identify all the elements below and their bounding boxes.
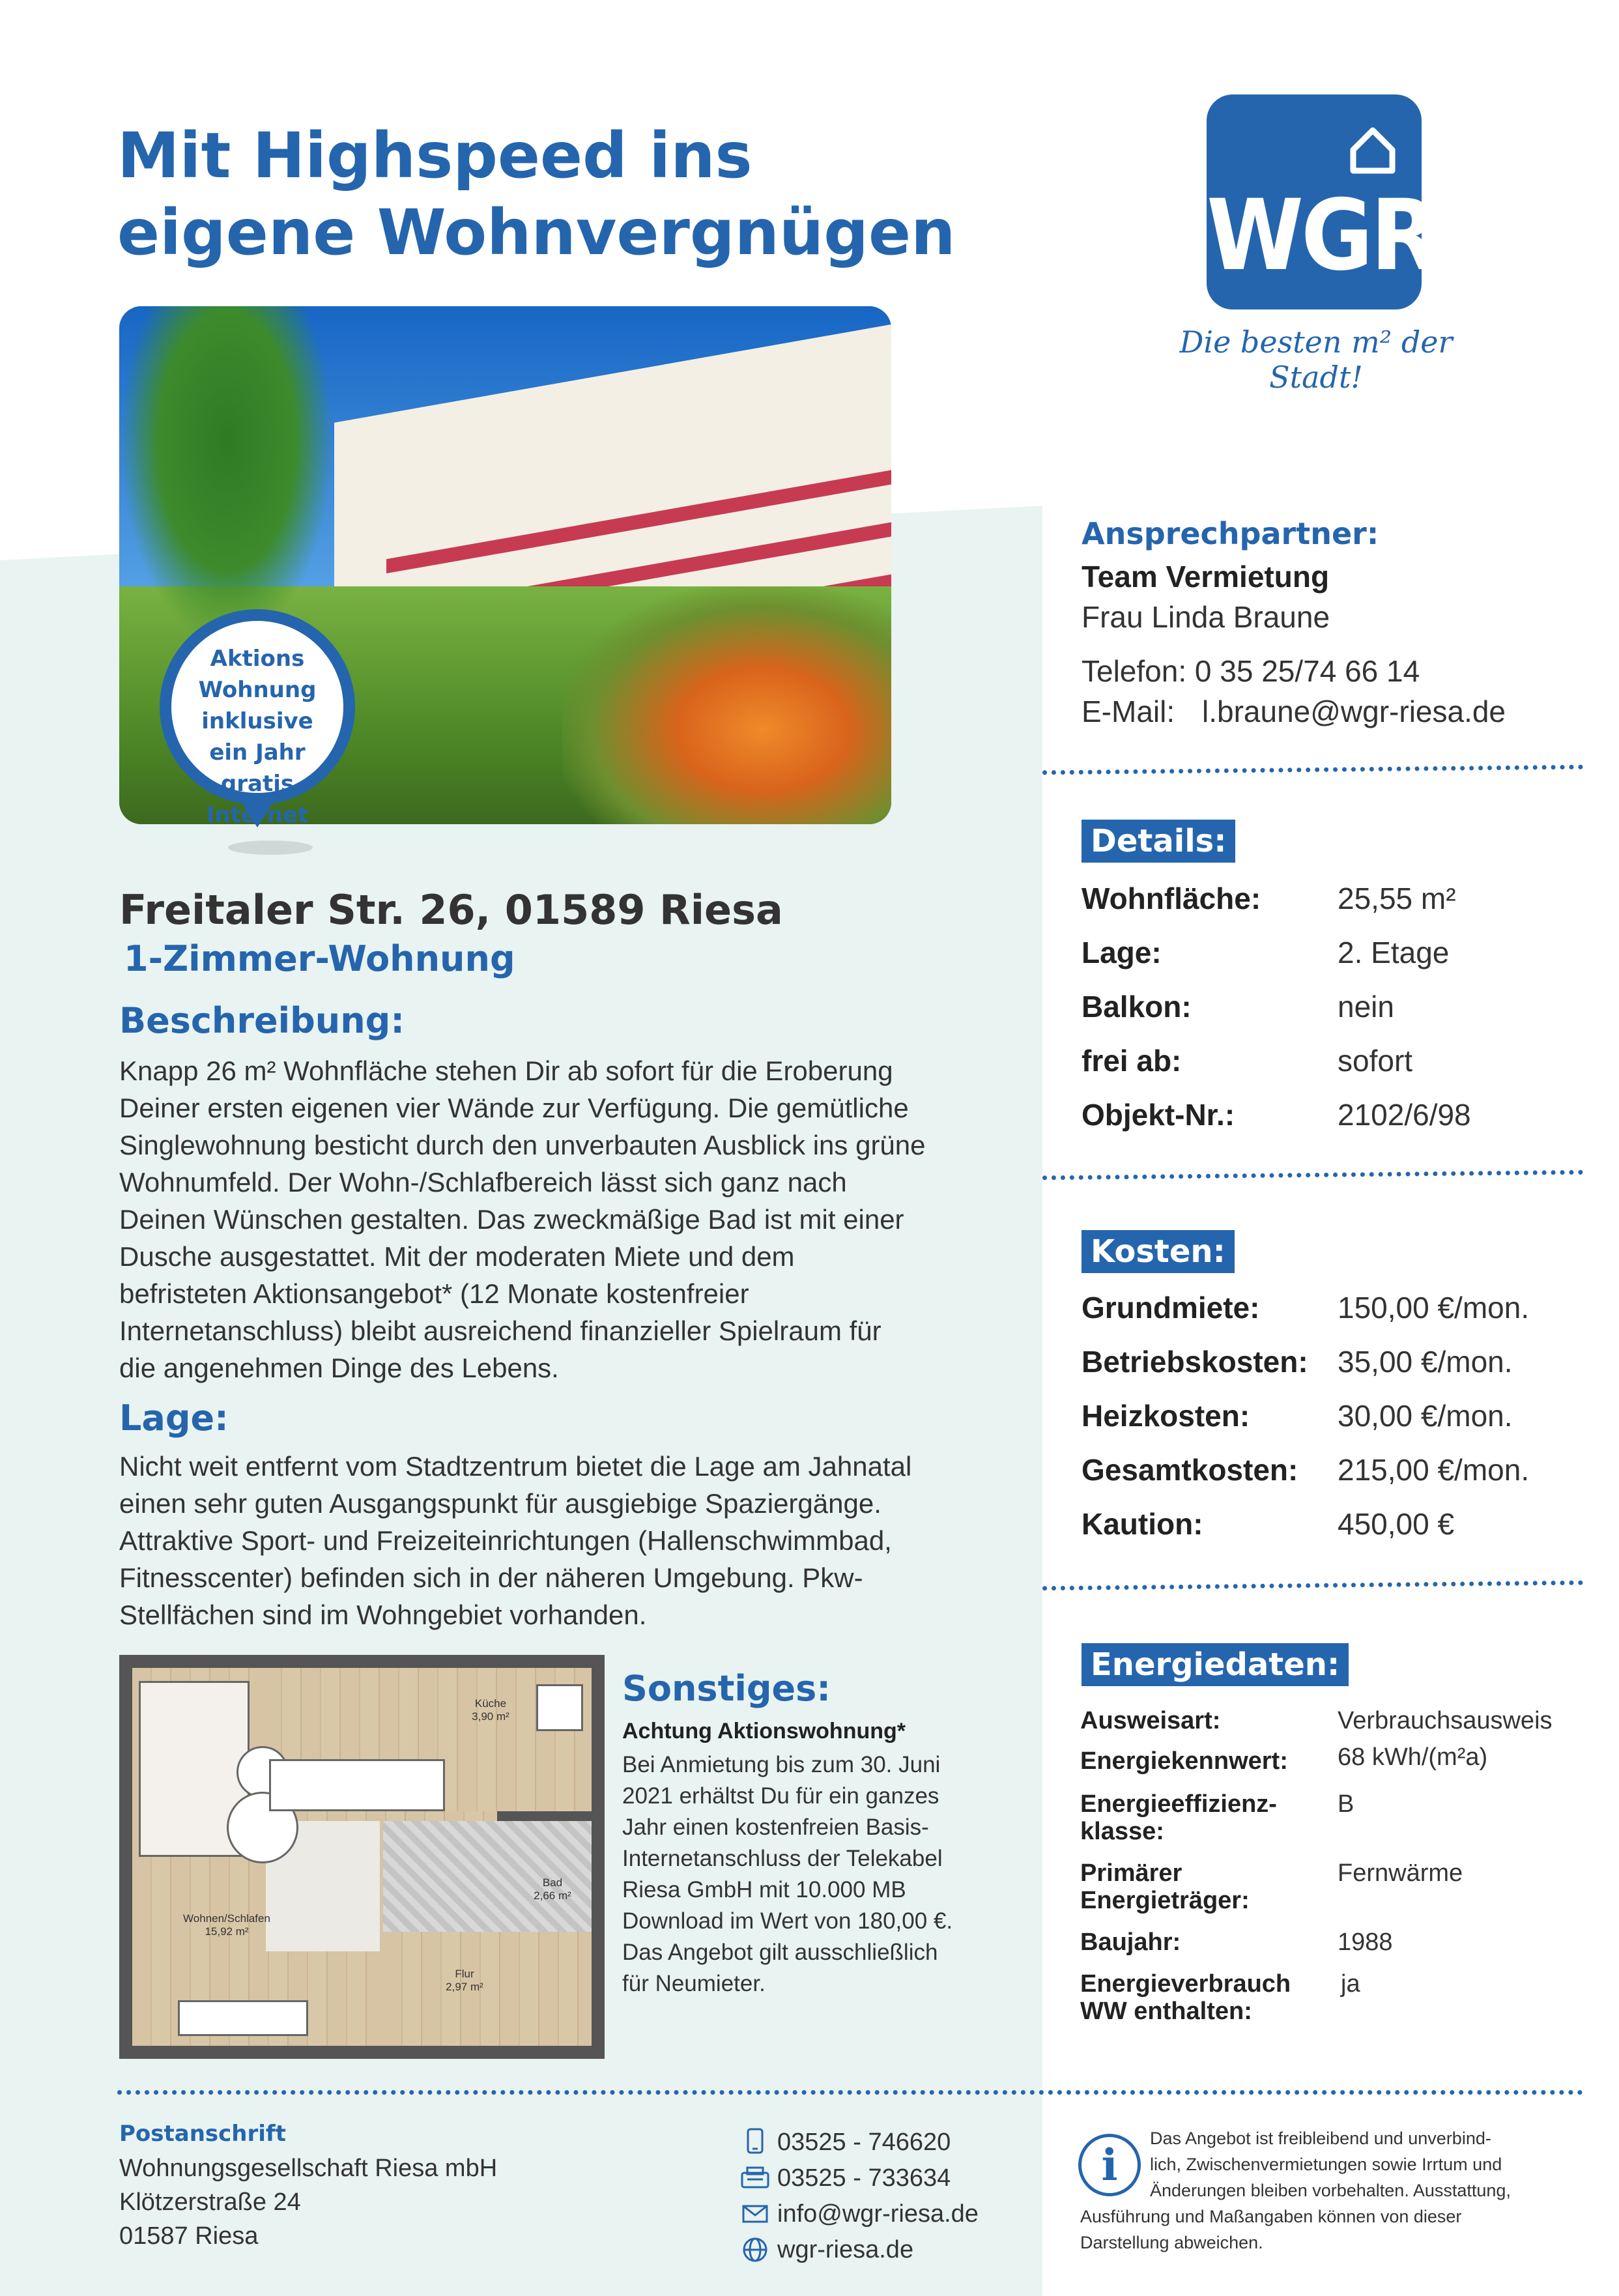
address: Freitaler Str. 26, 01589 Riesa	[119, 886, 783, 934]
details-row	[1082, 881, 1583, 935]
title-line-2: eigene Wohnvergnügen	[117, 196, 956, 269]
text-line: Dusche ausgestattet. Mit der moderaten Miete und dem	[119, 1241, 795, 1272]
contact-phone: Telefon: 0 35 25/74 66 14	[1082, 654, 1420, 688]
details-label: Lage:	[1082, 936, 1162, 969]
energie-row	[1080, 1790, 1588, 1859]
energie-row	[1080, 1744, 1588, 1790]
energie-row	[1080, 1929, 1588, 1970]
details-row	[1082, 1043, 1583, 1097]
badge-shadow	[228, 840, 313, 855]
details-value: nein	[1338, 990, 1394, 1024]
energie-label-line: Baujahr:	[1080, 1929, 1181, 1956]
divider	[1042, 1581, 1583, 1591]
badge-line: Internet	[206, 802, 309, 828]
text-line: Riesa GmbH mit 10.000 MB	[622, 1877, 906, 1902]
contact-team: Team Vermietung	[1082, 560, 1330, 594]
globe-icon	[742, 2237, 768, 2263]
kosten-label: Heizkosten:	[1082, 1399, 1250, 1433]
logo-text: WGR	[1207, 179, 1436, 293]
kosten-heading: Kosten:	[1082, 1230, 1235, 1273]
details-row	[1082, 989, 1583, 1043]
details-value: sofort	[1338, 1044, 1413, 1078]
text-line: 2021 erhältst Du für ein ganzes	[622, 1783, 939, 1809]
disclaimer-line: Ausführung und Maßangaben können von dieser	[1080, 2207, 1462, 2226]
energie-label-line: Energiekennwert:	[1080, 1747, 1288, 1775]
hall-label	[425, 1968, 504, 1994]
logo-tagline: Die besten m² der Stadt!	[1179, 324, 1453, 395]
text-line: Singlewohnung besticht durch den unverbauten Ausblick ins grüne	[119, 1130, 926, 1160]
room-name: Bad	[542, 1876, 563, 1889]
contact-email-label: E-Mail:	[1082, 695, 1175, 728]
details-table	[1082, 881, 1583, 1151]
energie-value: Fernwärme	[1338, 1859, 1463, 1887]
kosten-label: Grundmiete:	[1082, 1291, 1260, 1325]
floor-stove	[536, 1684, 583, 1731]
wgr-logo	[1207, 94, 1436, 309]
lage-heading: Lage:	[119, 1398, 229, 1439]
text-line: Deinen Wünschen gestalten. Das zweckmäßige Bad ist mit einer	[119, 1204, 904, 1235]
text-line: Jahr einen kostenfreien Basis-	[622, 1815, 929, 1840]
city: 01587 Riesa	[119, 2222, 259, 2250]
text-line: Nicht weit entfernt vom Stadtzentrum bietet die Lage am Jahnatal	[119, 1451, 912, 1482]
mail-icon	[742, 2205, 768, 2223]
text-line: Fitnesscenter) befinden sich in der näheren Umgebung. Pkw-	[119, 1562, 863, 1593]
energie-value: ja	[1341, 1970, 1360, 1998]
phone-icon	[746, 2128, 764, 2154]
details-heading: Details:	[1082, 820, 1235, 863]
street: Klötzerstraße 24	[119, 2188, 301, 2216]
energie-label-line: WW enthalten:	[1080, 1998, 1252, 2025]
floor-kitchen-counter	[269, 1759, 445, 1811]
text-line: Das Angebot gilt ausschließlich	[622, 1940, 938, 1965]
energie-row	[1080, 1859, 1588, 1929]
floor-desk	[178, 2000, 308, 2036]
kosten-value: 450,00 €	[1338, 1507, 1455, 1541]
disclaimer-top	[1150, 2125, 1593, 2203]
energie-label	[1080, 1859, 1250, 1914]
energie-label	[1080, 1790, 1277, 1845]
energie-label-line: Energieträger:	[1080, 1887, 1250, 1914]
bath-label	[520, 1876, 585, 1902]
energie-heading: Energiedaten:	[1082, 1643, 1349, 1686]
energie-table	[1080, 1707, 1588, 2039]
text-line: für Neumieter.	[622, 1971, 766, 1996]
lage-text	[119, 1448, 1031, 1633]
energie-label-line: klasse:	[1080, 1818, 1164, 1845]
text-line: Attraktive Sport- und Freizeiteinrichtungen (Hallenschwimmbad,	[119, 1525, 892, 1556]
house-icon	[1347, 124, 1399, 176]
kitchen-label	[448, 1697, 533, 1723]
kosten-label: Betriebskosten:	[1082, 1345, 1308, 1379]
energie-value: 1988	[1338, 1929, 1393, 1956]
badge-line: ein Jahr gratis	[209, 739, 306, 797]
contact-name: Frau Linda Braune	[1082, 600, 1330, 634]
kosten-label: Gesamtkosten:	[1082, 1453, 1298, 1487]
footer-phone-row	[739, 2125, 1033, 2161]
kosten-value: 215,00 €/mon.	[1338, 1453, 1530, 1487]
energie-value: Verbrauchsausweis	[1338, 1707, 1553, 1734]
footer-email[interactable]: info@wgr-riesa.de	[777, 2200, 979, 2228]
details-value: 2102/6/98	[1338, 1098, 1471, 1132]
badge-line: inklusive	[201, 708, 313, 734]
details-value: 25,55 m²	[1338, 882, 1456, 915]
info-icon: i	[1078, 2134, 1141, 2196]
room-name: Wohnen/Schlafen	[183, 1912, 270, 1925]
kosten-value: 35,00 €/mon.	[1338, 1345, 1513, 1379]
details-label: Balkon:	[1082, 990, 1192, 1024]
contact-email[interactable]: l.braune@wgr-riesa.de	[1202, 695, 1506, 728]
postanschrift	[119, 2151, 497, 2253]
room-size: 15,92 m²	[205, 1925, 249, 1938]
energie-label-line: Primärer	[1080, 1859, 1182, 1887]
badge-line: Aktions	[210, 646, 305, 672]
energie-label-line: Energieeffizienz-	[1080, 1790, 1277, 1818]
fax-icon	[741, 2166, 769, 2188]
details-label: frei ab:	[1082, 1044, 1182, 1078]
text-line: Internetanschluss) bleibt ausreichend finanzieller Spielraum für	[119, 1315, 881, 1346]
disclaimer-line: Darstellung abweichen.	[1080, 2233, 1263, 2252]
energie-label	[1080, 1707, 1220, 1734]
footer-web-row	[739, 2233, 1033, 2269]
kosten-value: 150,00 €/mon.	[1338, 1291, 1530, 1325]
kosten-row	[1082, 1398, 1583, 1452]
text-line: Download im Wert von 180,00 €.	[622, 1908, 953, 1934]
page-title	[117, 117, 964, 271]
footer-fax-row	[739, 2161, 1033, 2197]
text-line: Internetanschluss der Telekabel	[622, 1846, 943, 1871]
contact-heading: Ansprechpartner:	[1082, 516, 1379, 551]
text-line: Knapp 26 m² Wohnfläche stehen Dir ab sofort für die Eroberung	[119, 1055, 893, 1086]
floor-plan	[119, 1655, 605, 2059]
room-size: 3,90 m²	[472, 1710, 509, 1723]
kosten-row	[1082, 1290, 1583, 1344]
room-size: 2,97 m²	[446, 1981, 483, 1993]
sonstiges-heading: Sonstiges:	[622, 1668, 831, 1709]
divider	[1042, 1170, 1583, 1181]
disclaimer-line: Änderungen bleiben vorbehalten. Ausstattung,	[1150, 2181, 1511, 2200]
energie-label-line: Energieverbrauch	[1080, 1970, 1291, 1998]
photo-bush	[562, 586, 891, 824]
footer-web[interactable]: wgr-riesa.de	[777, 2236, 914, 2263]
divider	[1042, 765, 1583, 775]
disclaimer-bottom	[1080, 2203, 1588, 2256]
details-label: Wohnfläche:	[1082, 882, 1261, 915]
text-line: befristeten Aktionsangebot* (12 Monate kostenfreier	[119, 1278, 749, 1309]
disclaimer-line: Das Angebot ist freibleibend und unverbind-	[1150, 2129, 1491, 2148]
postanschrift-heading: Postanschrift	[119, 2121, 286, 2147]
beschreibung-heading: Beschreibung:	[119, 1000, 405, 1041]
details-row	[1082, 1097, 1583, 1151]
energie-value: 68 kWh/(m²a)	[1338, 1744, 1488, 1771]
title-line-1: Mit Highspeed ins	[117, 119, 752, 192]
details-row	[1082, 935, 1583, 989]
beschreibung-text	[119, 1052, 1031, 1386]
kosten-row	[1082, 1452, 1583, 1506]
text-line: die angenehmen Dinge des Lebens.	[119, 1353, 559, 1383]
energie-row	[1080, 1970, 1588, 2039]
details-label: Objekt-Nr.:	[1082, 1098, 1235, 1132]
text-line: Deiner ersten eigenen vier Wände zur Verfügung. Die gemütliche	[119, 1093, 909, 1123]
room-name: Flur	[455, 1968, 474, 1980]
room-name: Küche	[474, 1697, 507, 1710]
kosten-row	[1082, 1506, 1583, 1560]
footer-divider	[117, 2090, 1583, 2095]
energie-row	[1080, 1707, 1588, 1747]
energie-value: B	[1338, 1790, 1354, 1818]
energie-label-line: Ausweisart:	[1080, 1707, 1221, 1734]
company-name: Wohnungsgesellschaft Riesa mbH	[119, 2155, 498, 2182]
sonstiges-text	[622, 1749, 1026, 2000]
footer-phone[interactable]: 03525 - 746620	[777, 2129, 951, 2156]
footer-contact	[739, 2125, 1033, 2269]
kosten-label: Kaution:	[1082, 1507, 1203, 1541]
text-line: einen sehr guten Ausgangspunkt für ausgiebige Spaziergänge.	[119, 1488, 881, 1519]
badge-line: Wohnung	[198, 677, 317, 703]
sonstiges-subheading: Achtung Aktionswohnung*	[622, 1719, 906, 1744]
energie-label	[1080, 1929, 1181, 1956]
text-line: Wohnumfeld. Der Wohn-/Schlafbereich lässt sich ganz nach	[119, 1167, 847, 1198]
kosten-value: 30,00 €/mon.	[1338, 1399, 1513, 1433]
badge-text	[171, 643, 343, 831]
details-value: 2. Etage	[1338, 936, 1450, 969]
living-room-label	[158, 1912, 295, 1938]
room-size: 2,66 m²	[534, 1889, 571, 1902]
kosten-row	[1082, 1344, 1583, 1398]
photo-tree	[119, 306, 334, 645]
energie-label	[1080, 1747, 1288, 1775]
room-count: 1-Zimmer-Wohnung	[124, 938, 515, 979]
kosten-table	[1082, 1290, 1583, 1560]
disclaimer-line: lich, Zwischenvermietungen sowie Irrtum und	[1150, 2155, 1502, 2174]
text-line: Bei Anmietung bis zum 30. Juni	[622, 1752, 941, 1777]
footer-email-row	[739, 2197, 1033, 2233]
energie-label	[1080, 1970, 1291, 2025]
footer-fax: 03525 - 733634	[777, 2164, 951, 2192]
promo-badge	[160, 609, 355, 857]
text-line: Stellfächen sind im Wohngebiet vorhanden.	[119, 1600, 647, 1630]
